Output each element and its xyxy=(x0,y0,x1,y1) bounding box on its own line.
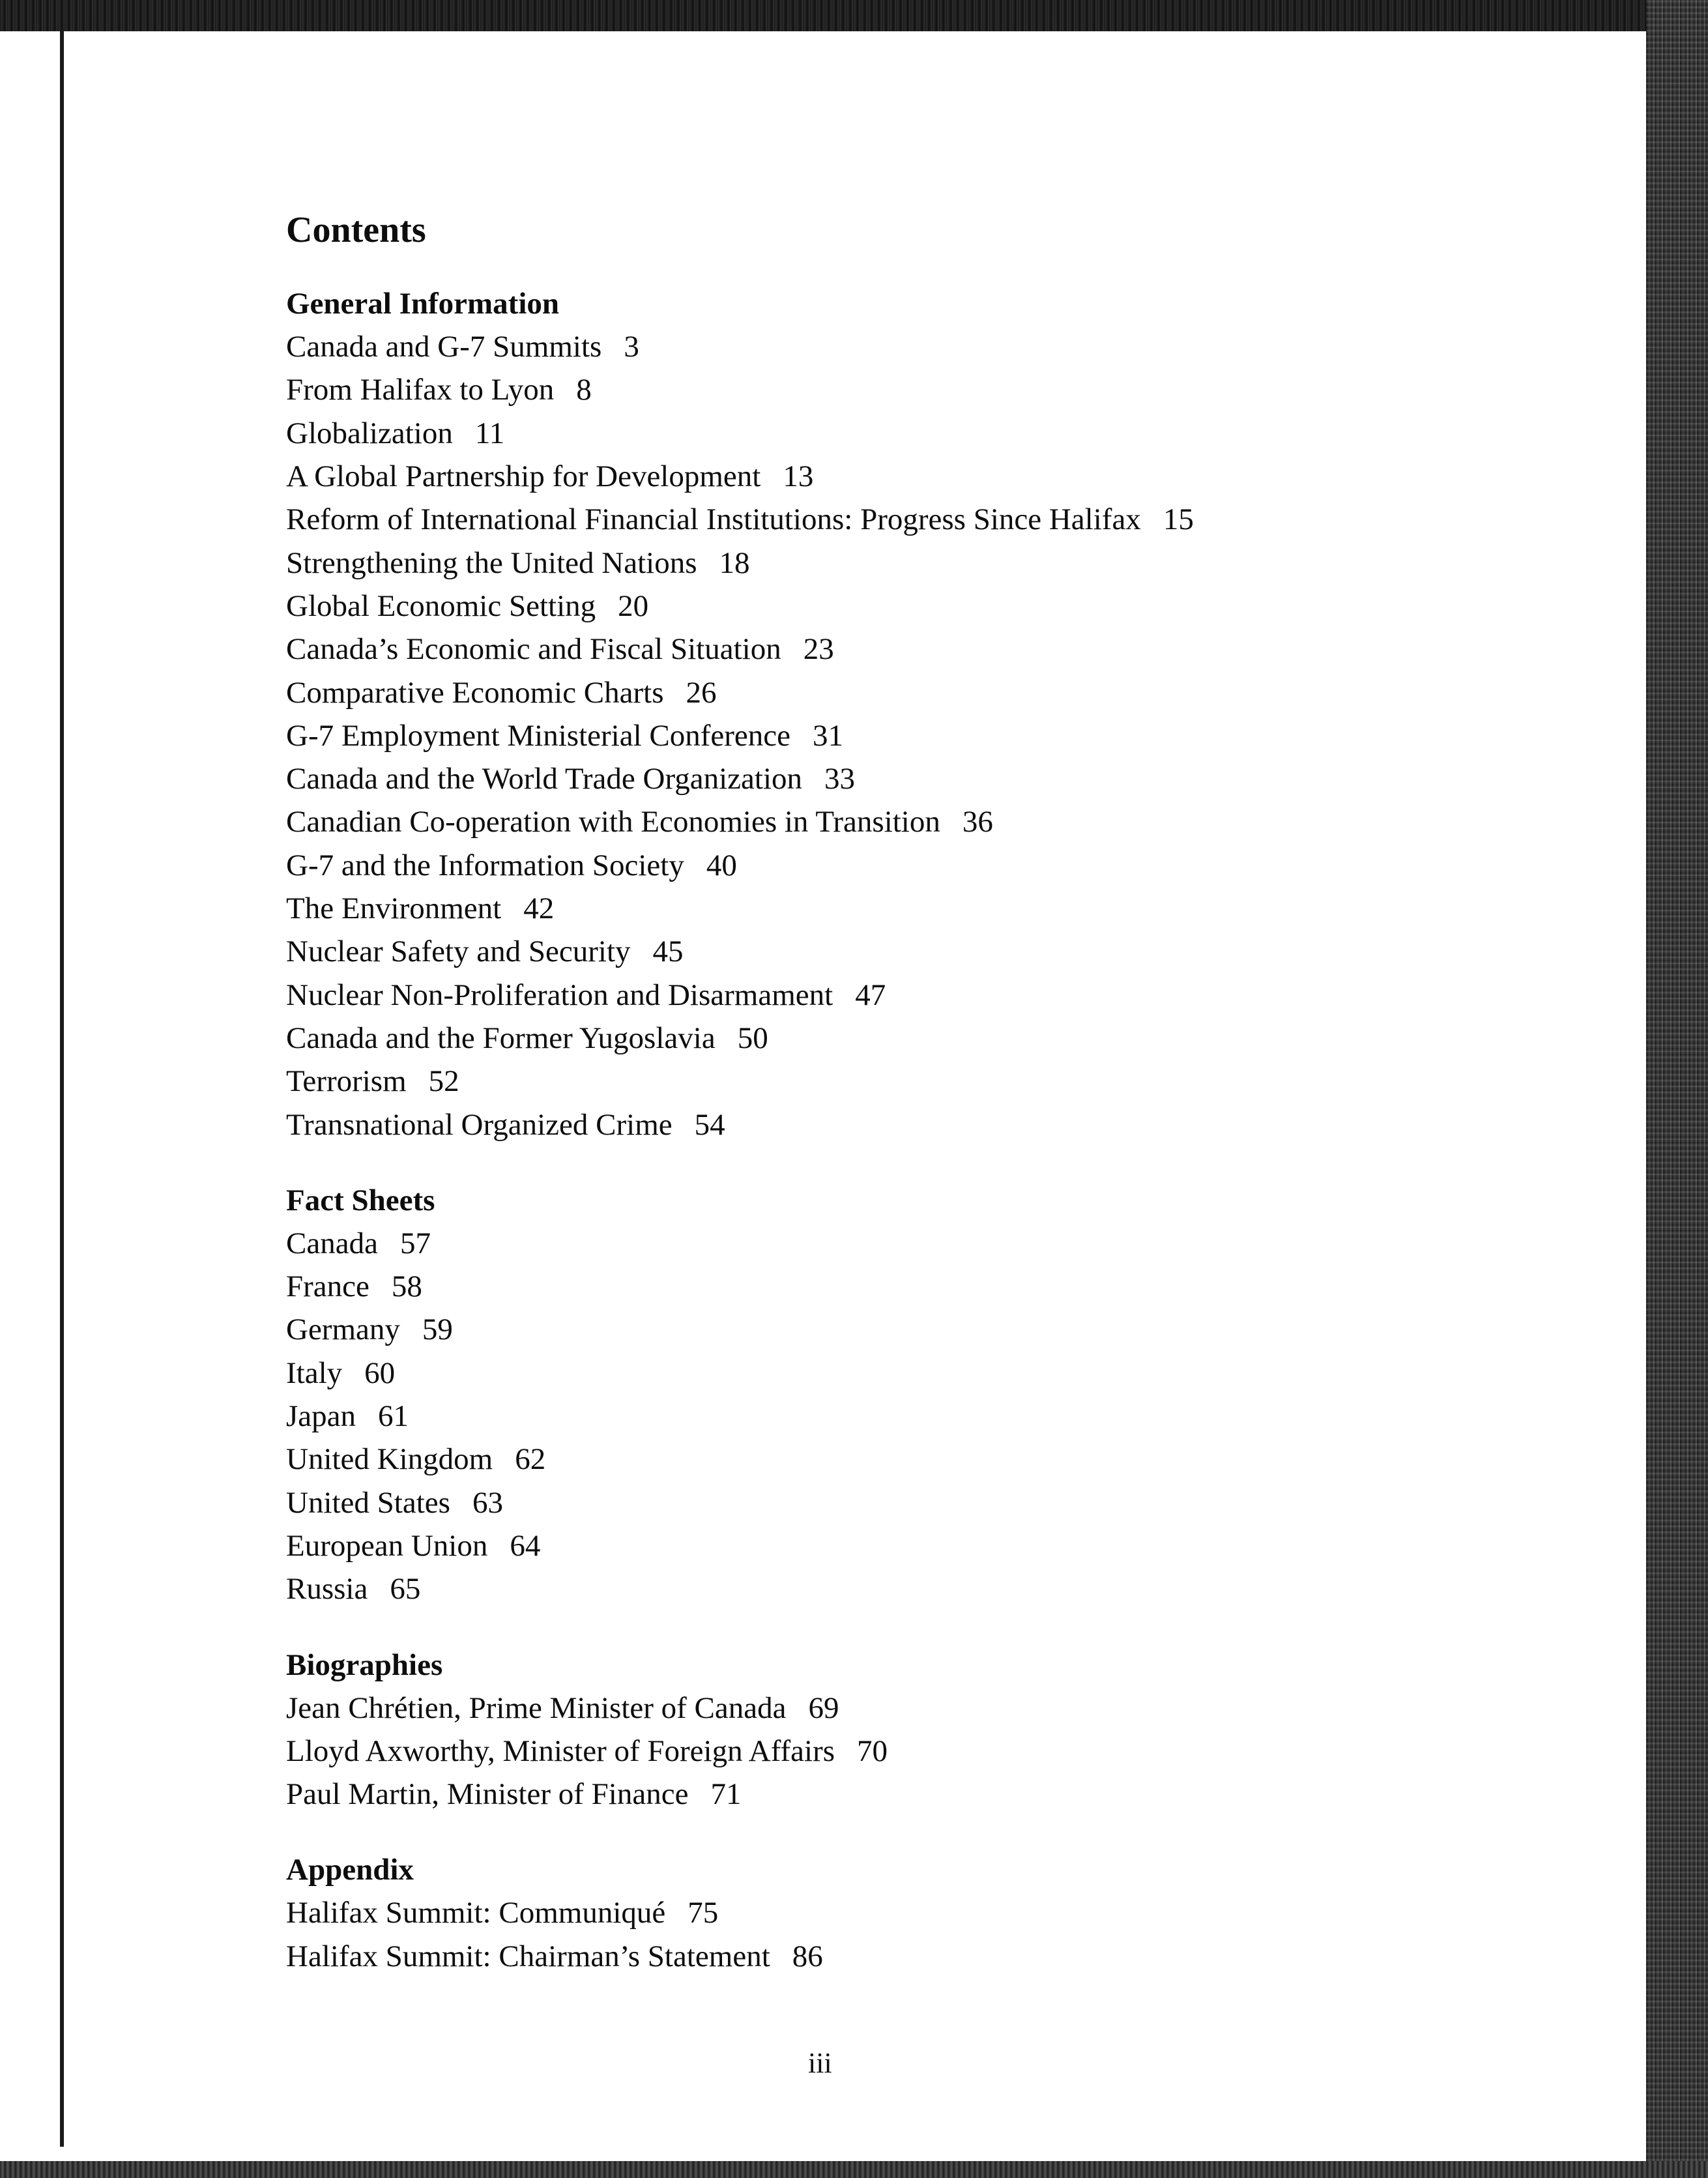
toc-entry-title: Globalization xyxy=(286,416,453,450)
toc-entry-page: 57 xyxy=(399,1226,431,1260)
toc-entry-page: 40 xyxy=(706,848,737,882)
toc-entry-page: 59 xyxy=(422,1313,453,1347)
toc-entry-title: Canada’s Economic and Fiscal Situation xyxy=(286,632,781,667)
toc-entry xyxy=(286,1308,1394,1351)
toc-entry-title: Russia xyxy=(286,1572,368,1606)
toc-entry-page: 11 xyxy=(474,416,505,450)
toc-entry xyxy=(286,542,1394,585)
toc-entry-page: 23 xyxy=(803,632,834,667)
toc-entry xyxy=(286,412,1394,455)
toc-section xyxy=(286,282,1394,1146)
toc-entry-title: Transnational Organized Crime xyxy=(286,1107,673,1142)
toc-entry xyxy=(286,1352,1394,1395)
toc-entry-page: 42 xyxy=(523,892,555,926)
toc-entry-page: 75 xyxy=(688,1896,719,1930)
toc-entry-title: Reform of International Financial Institutions: Progress Since Halifax xyxy=(286,502,1141,537)
toc-entry xyxy=(286,628,1394,671)
toc-entry xyxy=(286,585,1394,628)
toc-entry-page: 26 xyxy=(686,675,717,710)
toc-entry-title: Terrorism xyxy=(286,1064,407,1099)
toc-entry xyxy=(286,1687,1394,1730)
table-of-contents xyxy=(286,209,1394,2011)
toc-entry xyxy=(286,1773,1394,1816)
toc-entry xyxy=(286,1060,1394,1103)
toc-entry-title: Jean Chrétien, Prime Minister of Canada xyxy=(286,1691,787,1725)
toc-entry-title: Nuclear Non-Proliferation and Disarmament xyxy=(286,978,833,1012)
page-title: Contents xyxy=(286,210,426,250)
toc-entry-title: Lloyd Axworthy, Minister of Foreign Affairs xyxy=(286,1734,835,1768)
toc-entry-page: 71 xyxy=(710,1777,742,1812)
toc-entry xyxy=(286,498,1394,541)
toc-section xyxy=(286,1179,1394,1611)
toc-entry xyxy=(286,1567,1394,1610)
toc-entry xyxy=(286,1017,1394,1060)
toc-entry-title: Canadian Co-operation with Economies in Transition xyxy=(286,805,940,839)
toc-entry-title: Italy xyxy=(286,1356,343,1390)
toc-entry-title: Germany xyxy=(286,1313,400,1347)
toc-entry-page: 52 xyxy=(428,1064,459,1099)
toc-entry-title: Canada and G-7 Summits xyxy=(286,330,602,364)
toc-entry-title: A Global Partnership for Development xyxy=(286,459,761,494)
toc-entry-page: 64 xyxy=(510,1528,541,1563)
toc-entry-title: Japan xyxy=(286,1399,356,1434)
toc-entry-page: 62 xyxy=(515,1442,546,1477)
toc-entry xyxy=(286,1935,1394,1978)
toc-entry-page: 13 xyxy=(783,459,814,494)
toc-entry xyxy=(286,714,1394,757)
toc-entry-page: 3 xyxy=(624,330,639,364)
toc-entry xyxy=(286,757,1394,800)
toc-entry-title: Paul Martin, Minister of Finance xyxy=(286,1777,689,1812)
toc-entry-page: 50 xyxy=(737,1021,768,1055)
toc-entry-title: Canada and the World Trade Organization xyxy=(286,762,803,796)
toc-entry-page: 63 xyxy=(472,1485,503,1520)
toc-entry-page: 8 xyxy=(576,373,592,407)
toc-entry-page: 20 xyxy=(618,588,649,623)
toc-entry-page: 36 xyxy=(962,805,993,839)
toc-entry-page: 69 xyxy=(808,1691,839,1725)
toc-entry-title: G-7 Employment Ministerial Conference xyxy=(286,718,790,753)
toc-entry xyxy=(286,1395,1394,1438)
toc-entry-title: Canada and the Former Yugoslavia xyxy=(286,1021,716,1055)
toc-entry-page: 60 xyxy=(364,1356,396,1390)
toc-sections xyxy=(286,282,1394,1978)
toc-entry-title: Halifax Summit: Communiqué xyxy=(286,1896,666,1930)
toc-entry-page: 45 xyxy=(652,935,684,969)
toc-entry-title: Global Economic Setting xyxy=(286,588,596,623)
toc-entry-title: The Environment xyxy=(286,892,502,926)
toc-entry-title: Halifax Summit: Chairman’s Statement xyxy=(286,1939,770,1973)
toc-entry xyxy=(286,1265,1394,1308)
section-heading: Biographies xyxy=(286,1648,443,1682)
toc-entry xyxy=(286,974,1394,1017)
toc-entry xyxy=(286,1103,1394,1146)
toc-entry-page: 18 xyxy=(719,545,750,580)
toc-entry xyxy=(286,800,1394,843)
toc-entry-title: G-7 and the Information Society xyxy=(286,848,684,882)
toc-entry-page: 70 xyxy=(857,1734,888,1768)
toc-entry xyxy=(286,930,1394,973)
toc-entry xyxy=(286,325,1394,368)
toc-entry-page: 33 xyxy=(824,762,856,796)
section-heading: General Information xyxy=(286,287,560,321)
toc-entry-page: 54 xyxy=(694,1107,725,1142)
toc-entry xyxy=(286,1524,1394,1567)
toc-entry-page: 65 xyxy=(390,1572,421,1606)
section-heading: Fact Sheets xyxy=(286,1183,435,1217)
page-number: iii xyxy=(808,2047,832,2079)
toc-entry-page: 61 xyxy=(378,1399,409,1434)
toc-entry-title: From Halifax to Lyon xyxy=(286,373,555,407)
toc-entry xyxy=(286,671,1394,714)
toc-entry-page: 58 xyxy=(391,1270,422,1304)
section-heading: Appendix xyxy=(286,1853,414,1887)
toc-entry-title: United States xyxy=(286,1485,450,1520)
toc-entry-title: Canada xyxy=(286,1226,378,1260)
toc-entry-page: 15 xyxy=(1163,502,1194,537)
toc-entry xyxy=(286,368,1394,411)
toc-entry-page: 31 xyxy=(813,718,843,753)
toc-entry-page: 86 xyxy=(792,1939,823,1973)
toc-entry-page: 47 xyxy=(855,978,886,1012)
toc-entry-title: France xyxy=(286,1270,369,1304)
toc-entry xyxy=(286,887,1394,930)
toc-entry xyxy=(286,1438,1394,1481)
toc-entry-title: Nuclear Safety and Security xyxy=(286,935,631,969)
toc-entry xyxy=(286,1222,1394,1265)
toc-entry xyxy=(286,455,1394,498)
toc-entry xyxy=(286,844,1394,887)
toc-entry-title: Strengthening the United Nations xyxy=(286,545,697,580)
toc-entry xyxy=(286,1481,1394,1524)
toc-entry xyxy=(286,1891,1394,1934)
toc-section xyxy=(286,1848,1394,1978)
toc-section xyxy=(286,1644,1394,1816)
toc-entry-title: United Kingdom xyxy=(286,1442,493,1477)
toc-entry-title: European Union xyxy=(286,1528,488,1563)
toc-entry xyxy=(286,1730,1394,1773)
toc-entry-title: Comparative Economic Charts xyxy=(286,675,664,710)
